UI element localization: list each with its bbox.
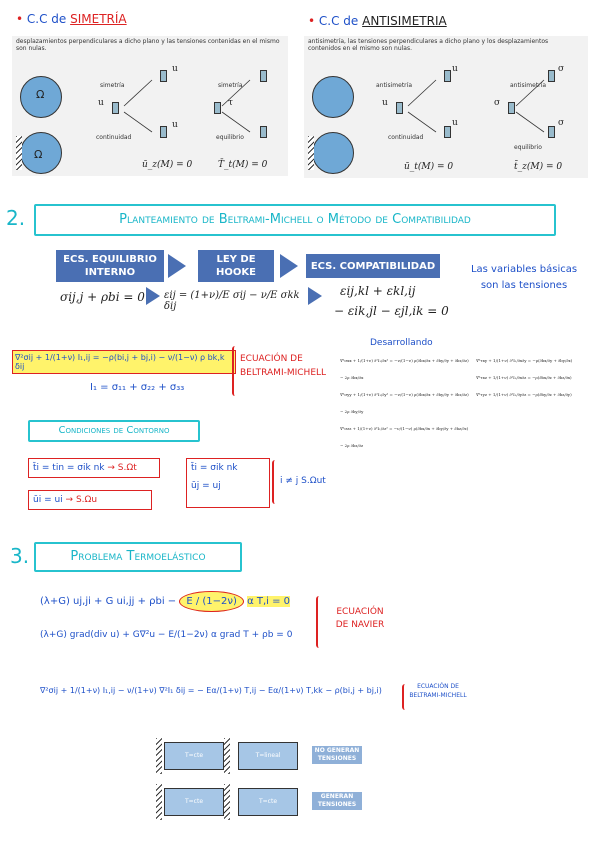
label-simetria-1: simetría [100, 82, 125, 89]
sigma-label-3: σ [558, 118, 565, 128]
u-label-2: u [452, 64, 458, 74]
label-simetria-2: simetría [218, 82, 243, 89]
block-right: T=lineal [238, 742, 298, 770]
cc2-region: S.Ωu [75, 495, 98, 505]
cc3-region: i ≠ j S.Ωut [280, 476, 326, 486]
label-antisimetria-2: antisimetría [510, 82, 546, 89]
simetria-description: desplazamientos perpendiculares a dicho plano y las tensiones contenidas en el mismo son nulas. [16, 38, 280, 52]
omega-label-bottom: Ω [34, 148, 43, 161]
label-continuidad: continuidad [96, 134, 132, 141]
eq-equilibrio: σij,j + ρbi = 0 [60, 290, 145, 304]
cc1-row [28, 458, 160, 478]
sigma-label-1: σ [558, 64, 565, 74]
simetria-bullet-label: C.C de [26, 12, 67, 26]
cc3-box [186, 458, 270, 508]
antisimetria-heading [308, 14, 447, 28]
bm-label: ECUACIÓN DE BELTRAMI-MICHELL [240, 354, 327, 378]
navier-label: ECUACIÓN DE NAVIER [335, 607, 385, 630]
element-5 [260, 70, 267, 82]
label-antisimetria-1: antisimetría [376, 82, 412, 89]
arrow-4 [308, 287, 322, 305]
box-compatibilidad: ECS. COMPATIBILIDAD [306, 254, 440, 278]
eq1-fraction: E / (1−2ν) [179, 591, 244, 612]
simetria-heading [16, 12, 127, 26]
simetria-eq-left: ū_z(M) = 0 [142, 160, 193, 170]
antisimetria-arrows-svg [304, 36, 588, 178]
antisimetria-panel [300, 8, 592, 178]
navier-eq-1 [40, 596, 290, 607]
arrow-icon: → [107, 463, 115, 473]
tau-label: τ [228, 98, 233, 108]
cc3a-eq: t̄i = σik nk [191, 463, 238, 473]
box-ley-hooke: LEY DE HOOKE [198, 250, 274, 282]
u-label-3: u [452, 118, 458, 128]
block-left: T=cte [164, 742, 224, 770]
antisimetria-figure [304, 36, 588, 178]
label-equilibrio: equilibrio [216, 134, 244, 141]
dev-row: ∇²σzz + 1/(1+ν) ∂²I₁/∂z² = −ν/(1−ν) ρ(∂bx/∂x + ∂by/∂y + ∂bz/∂z) − 2ρ ∂bz/∂z [340, 426, 469, 448]
arrow-1 [168, 254, 186, 278]
section2-title: Planteamiento de Beltrami-Michell o Método de Compatibilidad [34, 204, 556, 236]
box-equilibrio-interno: ECS. EQUILIBRIO INTERNO [56, 250, 164, 282]
u-label-1: u [382, 98, 388, 108]
i1-definition: I₁ = σ₁₁ + σ₂₂ + σ₃₃ [90, 382, 185, 393]
section3-title: Problema Termoelástico [34, 542, 242, 572]
bm-brace [232, 346, 238, 396]
dev-row: ∇²τxy + 1/(1+ν) ∂²I₁/∂x∂y = −ρ(∂bx/∂y + ∂by/∂x) [476, 358, 573, 363]
arrow-3 [146, 287, 160, 305]
bm-equation: ∇²σij + 1/(1+ν) I₁,ij = −ρ(bi,j + bj,i) − ν/(1−ν) ρ bk,k δij [12, 350, 236, 374]
cc-title: Condiciones de Contorno [28, 420, 200, 442]
cc3-brace [272, 460, 278, 504]
antisimetria-bullet-label: C.C de [318, 14, 359, 28]
flow-diagram [56, 250, 446, 282]
cc2-eq: ūi = ui [33, 495, 63, 505]
simetria-eq-right: T̄_t(M) = 0 [218, 160, 268, 170]
tag-no-generan: NO GENERAN TENSIONES [312, 746, 362, 764]
wall-left [156, 784, 162, 820]
arrow-2 [280, 254, 298, 278]
wall-right [224, 738, 230, 774]
eq-hooke: εij = (1+ν)/E σij − ν/E σkk δij [164, 290, 300, 312]
label-equilibrio: equilibrio [514, 144, 542, 151]
navier-brace [316, 596, 322, 648]
bm-thermal-label: ECUACIÓN DE BELTRAMI-MICHELL [409, 683, 467, 699]
dev-block-right [476, 352, 596, 403]
wall-right [224, 784, 230, 820]
tag-generan: GENERAN TENSIONES [312, 792, 362, 810]
desarrollando-label: Desarrollando [370, 338, 433, 348]
antisimetria-description: antisimetría, las tensiones perpendiculares a dicho plano y los desplazamientos contenidos en el mismo son nulas. [308, 38, 549, 52]
omega-label-top: Ω [36, 88, 45, 101]
bullet: • [16, 12, 24, 26]
bullet: • [308, 14, 316, 28]
eq1-left: (λ+G) uj,ji + G ui,jj + ρbi − [40, 596, 177, 607]
element-6 [548, 126, 555, 138]
eq-compat-1: εij,kl + εkl,ij [340, 284, 416, 298]
u-label-3: u [172, 120, 178, 130]
label-continuidad: continuidad [388, 134, 424, 141]
cc3b-eq: ūj = uj [191, 481, 221, 491]
element-4 [508, 102, 515, 114]
dev-row: ∇²σyy + 1/(1+ν) ∂²I₁/∂y² = −ν/(1−ν) ρ(∂bx/∂x + ∂by/∂y + ∂bz/∂z) − 2ρ ∂by/∂y [340, 392, 469, 414]
thermal-row-2 [156, 784, 376, 820]
section2-number: 2. [6, 206, 26, 230]
dev-row: ∇²τxz + 1/(1+ν) ∂²I₁/∂x∂z = −ρ(∂bx/∂z + ∂bz/∂x) [476, 375, 572, 380]
u-label-2: u [172, 64, 178, 74]
block-right: T=cte [238, 788, 298, 816]
eq-compat-2: − εik,jl − εjl,ik = 0 [334, 304, 449, 318]
dev-block-left [340, 352, 472, 454]
dev-row: ∇²τyz + 1/(1+ν) ∂²I₁/∂y∂z = −ρ(∂by/∂z + ∂bz/∂y) [476, 392, 572, 397]
u-label-1: u [98, 98, 104, 108]
cc1-eq: t̄i = tin = σik nk [33, 463, 105, 473]
wall-left [156, 738, 162, 774]
cc1-region: S.Ωt [117, 463, 137, 473]
section3-number: 3. [10, 544, 30, 568]
simetria-title: SIMETRÍA [70, 12, 127, 26]
simetria-figure [12, 36, 288, 176]
thermal-row-1 [156, 738, 376, 774]
navier-eq-2: (λ+G) grad(div u) + G∇²u − E/(1−2ν) α grad T + ρb = 0 [40, 630, 293, 640]
arrow-icon: → [65, 495, 74, 505]
element-4 [214, 102, 221, 114]
antisimetria-eq-left: ū_t(M) = 0 [404, 162, 454, 172]
bm-thermal-eq: ∇²σij + 1/(1+ν) I₁,ij − ν/(1+ν) ∇²I₁ δij = − Eα/(1+ν) T,ij − Eα/(1+ν) T,kk − ρ(bi,j + bj,i) [40, 686, 382, 695]
variables-note: Las variables básicas son las tensiones [470, 264, 578, 291]
simetria-panel [8, 8, 290, 176]
cc2-row [28, 490, 152, 510]
eq1-right: α T,i = 0 [247, 596, 291, 607]
antisimetria-eq-right: t̄_z(M) = 0 [514, 162, 563, 172]
element-6 [260, 126, 267, 138]
dev-row: ∇²σxx + 1/(1+ν) ∂²I₁/∂x² = −ν/(1−ν) ρ(∂bx/∂x + ∂by/∂y + ∂bz/∂z) − 2ρ ∂bx/∂x [340, 358, 469, 380]
element-5 [548, 70, 555, 82]
antisimetria-title: ANTISIMETRIA [362, 14, 447, 28]
simetria-arrows-svg [12, 36, 288, 176]
block-left: T=cte [164, 788, 224, 816]
sigma-label-2: σ [494, 98, 501, 108]
